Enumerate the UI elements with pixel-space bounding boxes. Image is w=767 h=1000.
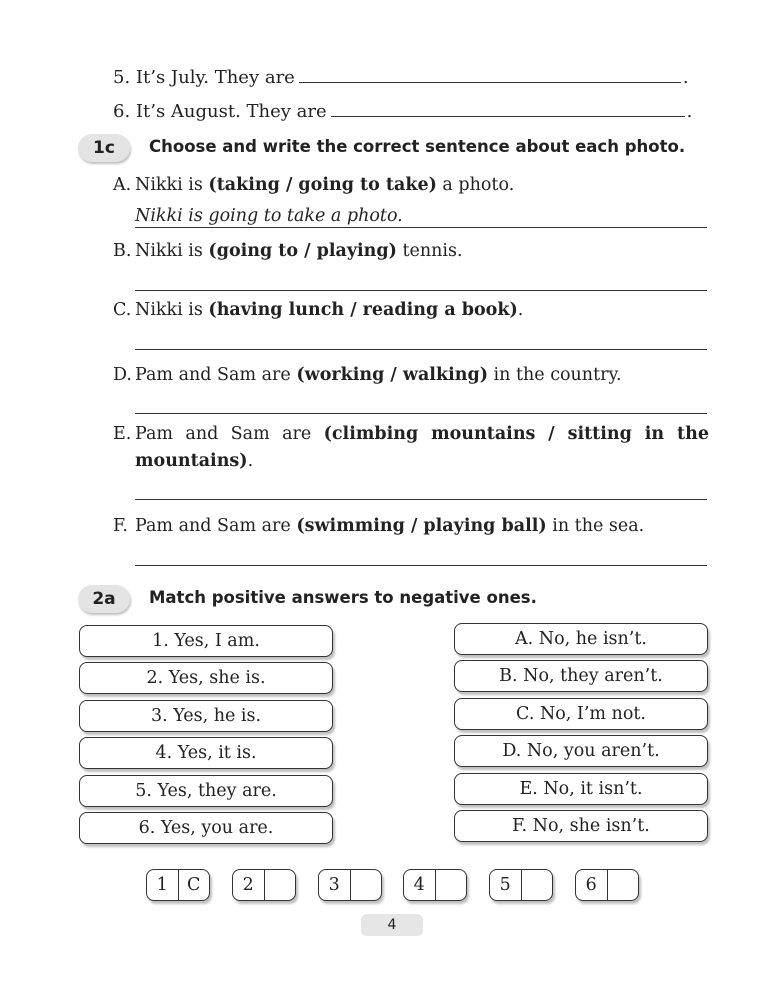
task-title-1c: Choose and write the correct sentence about each photo. <box>149 137 686 156</box>
answer-line-d[interactable] <box>135 413 707 414</box>
task-badge-2a: 2a <box>78 585 130 613</box>
answer-box-5[interactable] <box>489 869 553 901</box>
question-letter: B. <box>113 241 132 261</box>
answer-line-c[interactable] <box>135 349 707 350</box>
answer-box-input[interactable] <box>265 870 296 900</box>
answer-box-number: 2 <box>233 870 265 900</box>
answer-box-3[interactable] <box>318 869 382 901</box>
item-text: 5. It’s July. They are <box>113 67 295 88</box>
answer-box-number: 1 <box>147 870 179 900</box>
question-letter: A. <box>113 175 132 195</box>
question-choice: (taking / going to take) <box>208 175 437 195</box>
question-pre: Pam and Sam are <box>135 516 297 536</box>
answer-box-input[interactable] <box>522 870 553 900</box>
positive-answer-4[interactable]: 4. Yes, it is. <box>79 737 333 769</box>
answer-box-input[interactable] <box>351 870 382 900</box>
positive-answer-6[interactable]: 6. Yes, you are. <box>79 812 333 844</box>
question-a <box>113 172 709 199</box>
question-c <box>113 297 709 324</box>
question-e <box>113 421 709 475</box>
positive-answer-3[interactable]: 3. Yes, he is. <box>79 700 333 732</box>
question-post: in the sea. <box>546 516 645 536</box>
answer-field[interactable] <box>331 100 685 117</box>
answer-box-6[interactable] <box>575 869 639 901</box>
negative-answer-e[interactable]: E. No, it isn’t. <box>454 773 708 805</box>
item-end: . <box>682 67 689 88</box>
answer-box-number: 6 <box>576 870 608 900</box>
question-choice: (going to / playing) <box>208 241 397 261</box>
example-answer: Nikki is going to take a photo. <box>135 205 707 228</box>
question-choice: (working / walking) <box>296 365 488 385</box>
question-post: . <box>517 300 524 320</box>
question-pre: Pam and Sam are <box>135 365 297 385</box>
question-b <box>113 238 709 265</box>
question-post: . <box>247 451 254 471</box>
question-letter: D. <box>113 365 132 385</box>
question-f <box>113 513 709 540</box>
negative-answer-d[interactable]: D. No, you aren’t. <box>454 735 708 767</box>
answer-line-b[interactable] <box>135 290 707 291</box>
page-number: 4 <box>361 914 423 936</box>
question-choice: (having lunch / reading a book) <box>208 300 518 320</box>
task-badge-1c: 1c <box>78 134 130 162</box>
answer-line-e[interactable] <box>135 499 707 500</box>
question-letter: E. <box>113 424 132 444</box>
negative-answer-c[interactable]: C. No, I’m not. <box>454 698 708 730</box>
answer-line-f[interactable] <box>135 565 707 566</box>
question-pre: Nikki is <box>135 241 209 261</box>
answer-box-number: 5 <box>490 870 522 900</box>
question-choice: (swimming / playing ball) <box>296 516 547 536</box>
positive-answer-2[interactable]: 2. Yes, she is. <box>79 662 333 694</box>
question-pre: Nikki is <box>135 175 209 195</box>
task-title-2a: Match positive answers to negative ones. <box>149 588 537 607</box>
positive-answer-1[interactable]: 1. Yes, I am. <box>79 625 333 657</box>
question-pre: Nikki is <box>135 300 209 320</box>
answer-box-1[interactable] <box>146 869 210 901</box>
exercise-item-5 <box>113 66 689 88</box>
question-d <box>113 362 709 389</box>
question-choice: (climbing mountains / sitting in the mountains) <box>135 424 709 471</box>
answer-box-input[interactable] <box>608 870 639 900</box>
negative-answer-b[interactable]: B. No, they aren’t. <box>454 660 708 692</box>
negative-answer-f[interactable]: F. No, she isn’t. <box>454 810 708 842</box>
answer-box-2[interactable] <box>232 869 296 901</box>
question-letter: C. <box>113 300 132 320</box>
question-pre: Pam and Sam are <box>135 424 324 444</box>
item-text: 6. It’s August. They are <box>113 101 327 122</box>
question-post: tennis. <box>396 241 463 261</box>
question-post: in the country. <box>487 365 622 385</box>
exercise-item-6 <box>113 100 692 122</box>
answer-box-input[interactable] <box>436 870 467 900</box>
answer-box-number: 4 <box>404 870 436 900</box>
answer-field[interactable] <box>299 66 681 83</box>
answer-box-4[interactable] <box>403 869 467 901</box>
positive-answer-5[interactable]: 5. Yes, they are. <box>79 775 333 807</box>
answer-box-input[interactable]: C <box>187 875 201 895</box>
question-post: a photo. <box>436 175 515 195</box>
question-letter: F. <box>113 516 128 536</box>
negative-answer-a[interactable]: A. No, he isn’t. <box>454 623 708 655</box>
answer-box-number: 3 <box>319 870 351 900</box>
item-end: . <box>686 101 693 122</box>
